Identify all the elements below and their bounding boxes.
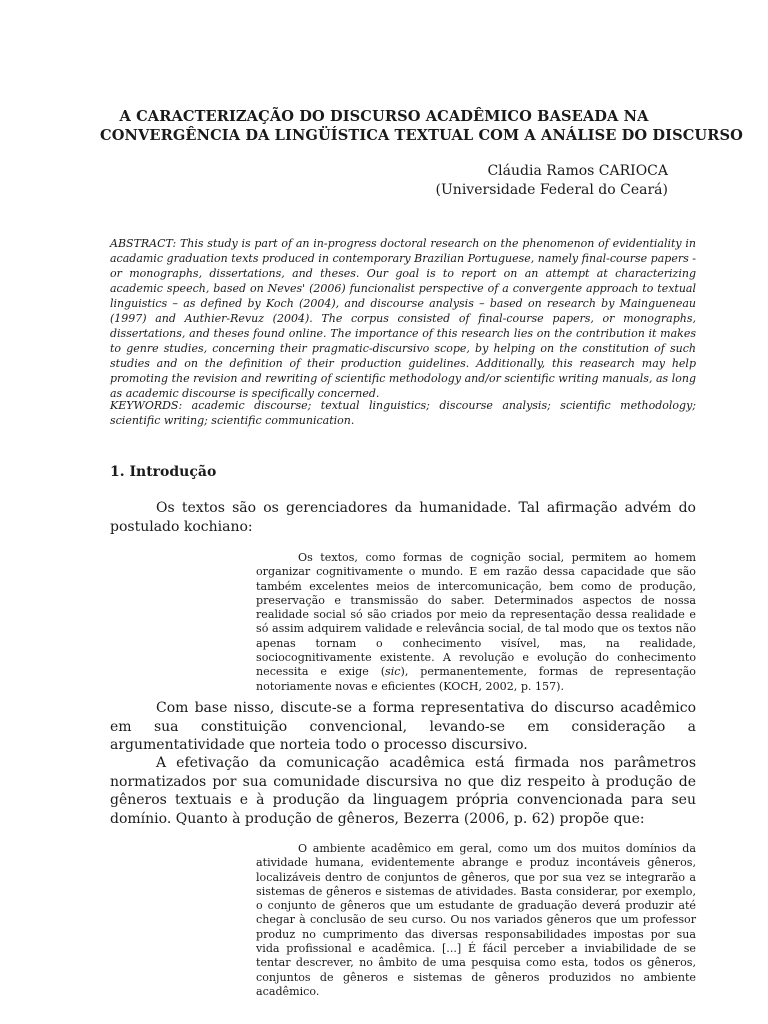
section-heading-introduction: 1. Introdução xyxy=(110,464,217,480)
author-name: Cláudia Ramos CARIOCA xyxy=(487,163,668,179)
paper-title xyxy=(100,107,743,145)
quote-bezerra-body: atividade humana, evidentemente abrange e produz incontáveis gêneros, localizáveis dentro de conjuntos de gêneros, que por sua vez se integrarão a sistemas de gêneros e sistemas de atividades. Basta considerar, por exemplo, o conjunto de gêneros que um estudante de graduação deverá produzir até chegar à conclusão de seu curso. Ou nos variados gêneros que um professor produz no cumprimento das diversas responsabilidades impostas por sua vida profissional e acadêmica. [...] É fácil perceber a inviabilidade de se tentar descrever, no âmbito de uma pesquisa como esta, todos os gêneros, conjuntos de gêneros e sistemas de gêneros produzidos no ambiente acadêmico. xyxy=(256,856,696,998)
paragraph-1: Os textos são os gerenciadores da humanidade. Tal afirmação advém do postulado kochiano: xyxy=(110,500,696,535)
block-quote-koch xyxy=(256,551,696,694)
quote-koch-lead: Os textos, como formas de cognição social, permitem ao homem organizar xyxy=(256,551,696,579)
paragraph-2: Com base nisso, discute-se a forma representativa do discurso acadêmico em sua constituição convencional, levando-se em consideração a argumentatividade que norteia todo o processo discursivo. xyxy=(110,700,696,754)
author-affiliation: (Universidade Federal do Ceará) xyxy=(435,182,668,198)
quote-koch-body: cognitivamente o mundo. E em razão dessa capacidade que são também excelentes meios de intercomunicação, bem como de produção, preservação e transmissão do saber. Determinados aspectos de nossa realidade social só são criados por meio da representação dessa realidade e só assim adquirem validade e relevância social, de tal modo que os textos não apenas tornam o conhecimento visível, mas, na realidade, sociocognitivamente existente. A revolução e evolução do conhecimento necessita e exige ( xyxy=(256,565,696,679)
keywords: KEYWORDS: academic discourse; textual linguistics; discourse analysis; scientific methodology; scientific writing; scientific communication. xyxy=(110,399,696,427)
paper-title-line-1: A CARACTERIZAÇÃO DO DISCURSO ACADÊMICO BASEADA NA xyxy=(119,108,649,125)
quote-koch-end: ), permanentemente, formas de representação notoriamente novas e eficientes (KOCH, 2002, p. 157). xyxy=(256,665,696,693)
block-quote-bezerra xyxy=(256,842,696,999)
quote-koch-sic: sic xyxy=(385,665,401,679)
paper-title-line-2: CONVERGÊNCIA DA LINGÜÍSTICA TEXTUAL COM A ANÁLISE DO DISCURSO xyxy=(100,127,743,144)
author-block xyxy=(268,162,668,200)
quote-bezerra-lead: O ambiente acadêmico em geral, como um dos muitos domínios da xyxy=(298,842,696,855)
paragraph-3: A efetivação da comunicação acadêmica está firmada nos parâmetros normatizados por sua comunidade discursiva no que diz respeito à produção de gêneros textuais e à produção da linguagem própria convencionada para seu domínio. Quanto à produção de gêneros, Bezerra (2006, p. 62) propõe que: xyxy=(110,755,696,827)
abstract: ABSTRACT: This study is part of an in-progress doctoral research on the phenomenon of evidentiality in acadamic graduation texts produced in contemporary Brazilian Portuguese, namely final-course papers - or monographs, dissertations, and theses. Our goal is to report on an attempt at characterizing academic speech, based on Neves' (2006) funcionalist perspective of a convergente approach to textual linguistics – as defined by Koch (2004), and discourse analysis – based on research by Maingueneau (1997) and Authier-Revuz (2004). The corpus consisted of final-course papers, or monographs, dissertations, and theses found online. The importance of this research lies on the contribution it makes to genre studies, concerning their pragmatic-discursivo scope, by helping on the constitution of such studies and on the definition of their production guidelines. Additionally, this reasearch may help promoting the revision and rewriting of scientific methodology and/or scientific writing manuals, as long as academic discourse is specifically concerned. xyxy=(110,237,696,400)
